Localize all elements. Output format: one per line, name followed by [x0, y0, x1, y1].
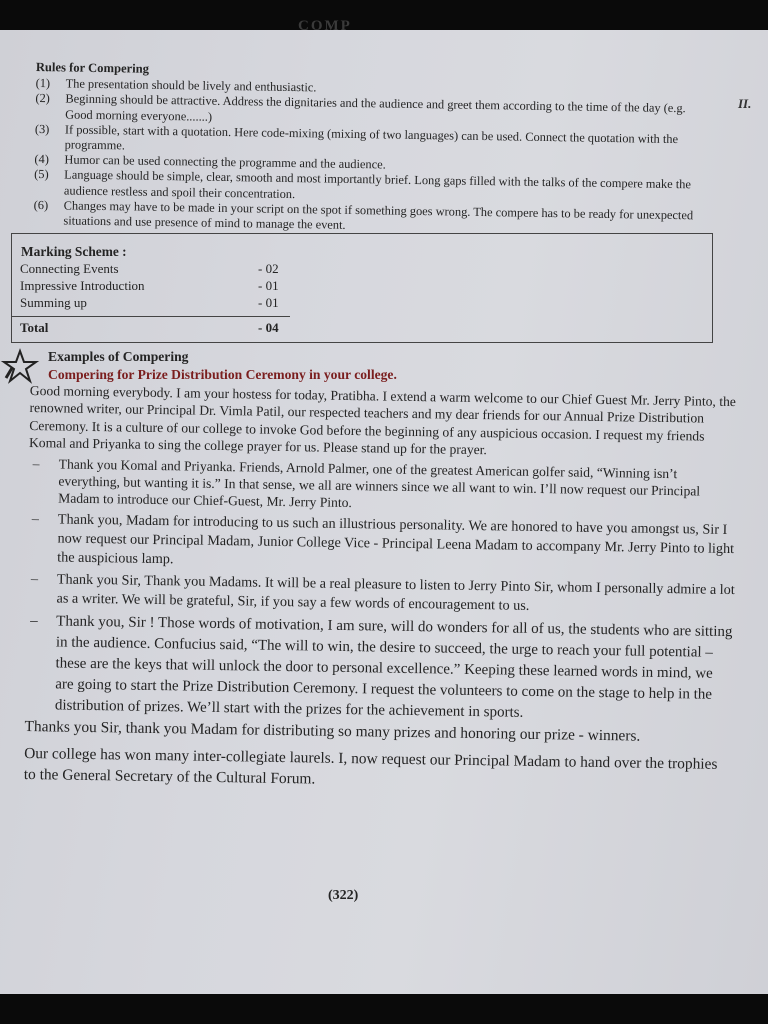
- intro-paragraph: Good morning everybody. I am your hostess for today, Pratibha. I extend a warm welcome to our Chief Guest Mr. Jerry Pinto, the renowned writer, our Principal Dr. Vimla Patil, our respected teachers and my dear friends for our Annual Prize Distribution Ceremony. It is a culture of our college to invoke God before the beginning of any auspicious occasion. I request my friends Komal and Priyanka to sing the college prayer for us. Please stand up for the prayer.: [28, 382, 736, 458]
- marking-row-value: - 02: [258, 261, 279, 276]
- bullet-text: Thank you Komal and Priyanka. Friends, Arnold Palmer, one of the greatest American golfer said, “Winning isn’t everything, but wanting it is.” In that sense, we all are winners since we all want to win. I’ll now request our Principal Madam to introduce our Chief-Guest, Mr. Jerry Pinto.: [58, 456, 701, 511]
- rule-number: (4): [34, 152, 50, 167]
- marking-row-value: - 01: [258, 278, 279, 293]
- rules-title: Rules for Compering: [35, 60, 150, 76]
- marking-row-label: Summing up: [20, 295, 87, 310]
- dash-marker: –: [30, 612, 38, 629]
- marking-total-label: Total: [20, 320, 49, 335]
- dash-marker: –: [31, 510, 40, 528]
- marking-row-label: Connecting Events: [20, 261, 119, 276]
- bullet-text: Thank you Sir, Thank you Madams. It will be a real pleasure to listen to Jerry Pinto Sir, whom I personally admire a lot as a writer. We will be grateful, Sir, if you say a few words of encouragement to us.: [56, 571, 735, 614]
- examples-subtitle: Compering for Prize Distribution Ceremony in your college.: [48, 367, 397, 382]
- rule-text: Humor can be used connecting the programme and the audience.: [64, 152, 386, 172]
- rule-number: (3): [34, 121, 50, 137]
- rule-number: (1): [35, 76, 51, 91]
- running-header: COMP: [298, 18, 352, 34]
- star-icon: [2, 348, 38, 384]
- dash-marker: –: [32, 455, 40, 471]
- script-bullet: [28, 455, 737, 518]
- marking-divider: [12, 316, 290, 317]
- marking-scheme-title: Marking Scheme :: [21, 244, 127, 259]
- closing-paragraph: Our college has won many inter-collegiate laurels. I, now request our Principal Madam to hand over the trophies to the General Secretary of the Cultural Forum.: [23, 744, 718, 788]
- compering-script: [24, 382, 738, 796]
- script-bullet: [25, 611, 735, 727]
- bullet-text: Thank you, Madam for introducing to us such an illustrious personality. We are honored to have you amongst us, Sir I now request our Principal Madam, Junior College Vice - Principal Leena Madam to accompany Mr. Jerry Pinto to light the auspicious lamp.: [57, 511, 735, 568]
- rule-text: The presentation should be lively and enthusiastic.: [65, 76, 317, 95]
- rule-text: Language should be simple, clear, smooth and most importantly brief. Long gaps filled with the talks of the compere make the audience restless and spoil their concentration.: [63, 167, 692, 201]
- marking-scheme-box: [11, 233, 713, 343]
- book-page: [0, 18, 768, 994]
- rule-text: Changes may have to be made in your script on the spot if something goes wrong. The compere has to be ready for unexpected situations and use presence of mind to manage the event.: [63, 198, 694, 232]
- rule-number: (5): [34, 167, 49, 182]
- margin-roman-numeral: II.: [738, 96, 752, 111]
- rule-text: If possible, start with a quotation. Here code-mixing (mixing of two languages) can be used. Connect the quotation with the programme.: [64, 122, 679, 153]
- examples-title: Examples of Compering: [48, 349, 189, 364]
- marking-total-value: - 04: [258, 320, 279, 335]
- closing-paragraph: Thanks you Sir, thank you Madam for distributing so many prizes and honoring our prize - winners.: [24, 717, 641, 745]
- bullet-text: Thank you, Sir ! Those words of motivation, I am sure, will do wonders for all of us, the students who are sitting in the audience. Confucius said, “The will to win, the desire to succeed, the urge to reach your full potential – these are the keys that will unlock the door to personal excellence.” Keeping these learned words in mind, we are going to start the Prize Distribution Ceremony. I request the volunteers to come on the stage to help in the distribution of prizes. We’ll start with the prizes for the achievement in sports.: [54, 613, 733, 721]
- marking-row-value: - 01: [258, 295, 279, 310]
- rule-number: (2): [35, 91, 50, 106]
- rule-number: (6): [33, 197, 49, 213]
- rules-section: [33, 60, 716, 239]
- marking-row-label: Impressive Introduction: [20, 278, 145, 293]
- dash-marker: –: [30, 570, 39, 587]
- rule-text: Beginning should be attractive. Address the dignitaries and the audience and greet them according to the time of the day (e.g. Good morning everyone.......): [65, 91, 686, 124]
- photo-top-border: [0, 0, 768, 30]
- script-bullet: [27, 510, 736, 578]
- photo-bottom-border: [0, 994, 768, 1024]
- page-number: (322): [328, 888, 359, 903]
